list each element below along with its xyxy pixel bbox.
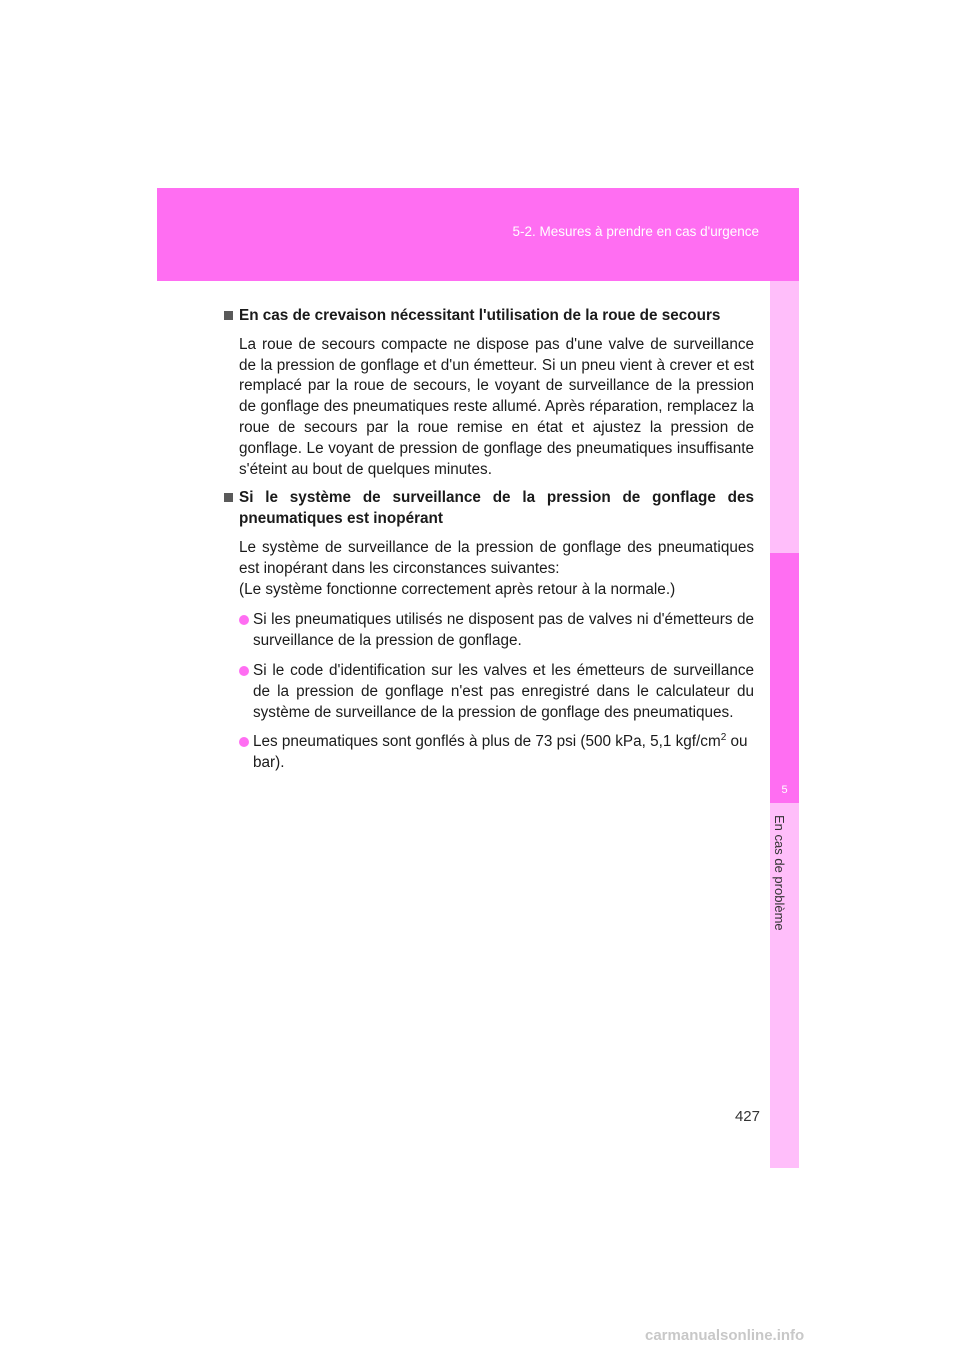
square-bullet-icon: [224, 311, 233, 320]
list-item-text: Si les pneumatiques utilisés ne disposent pas de valves ni d'émetteurs de surveillance de la pression de gonflage.: [253, 611, 754, 650]
section-heading: [224, 306, 754, 327]
list-item: [224, 661, 754, 723]
page-content: [224, 306, 754, 783]
list-item: [224, 732, 754, 774]
section-heading: [224, 488, 754, 530]
section-heading-text: Si le système de surveillance de la pression de gonflage des pneumatiques est inopérant: [239, 489, 754, 528]
circle-bullet-icon: [239, 737, 249, 747]
chapter-label: En cas de problème: [772, 815, 787, 931]
section-spare-tire: [224, 306, 754, 480]
watermark: carmanualsonline.info: [645, 1327, 805, 1344]
section-title: 5-2. Mesures à prendre en cas d'urgence: [512, 224, 759, 239]
list-item: [224, 610, 754, 652]
superscript: 2: [720, 732, 727, 744]
square-bullet-icon: [224, 493, 233, 502]
circle-bullet-icon: [239, 666, 249, 676]
list-item-text-end: ou bar).: [253, 733, 748, 772]
section-heading-text: En cas de crevaison nécessitant l'utilisation de la roue de secours: [239, 307, 721, 324]
chapter-number: 5: [781, 784, 788, 796]
list-item-text: Les pneumatiques sont gonflés à plus de 73 psi (500 kPa, 5,1 kgf/cm: [253, 733, 721, 751]
section-body: La roue de secours compacte ne dispose pas d'une valve de surveillance de la pression de gonflage et d'un émetteur. Si un pneu vient à crever et est remplacé par la roue de secours, le voyant de surveillance de la pression de gonflage des pneumatiques reste allumé. Après réparation, remplacez la roue de secours par la roue remise en état et ajustez la pression de gonflage. Le voyant de pression de gonflage des pneumatiques insuffisante s'éteint au bout de quelques minutes.: [239, 335, 754, 478]
section-note: (Le système fonctionne correctement après retour à la normale.): [239, 580, 676, 598]
chapter-tab[interactable]: [770, 553, 799, 803]
condition-list: [224, 610, 754, 774]
page-number: 427: [734, 1108, 760, 1125]
section-intro-text: Le système de surveillance de la pression de gonflage des pneumatiques est inopérant dans les circonstances suivantes:: [239, 538, 754, 577]
section-system-inoperative: [224, 488, 754, 774]
section-header: [157, 188, 799, 281]
section-intro: [224, 538, 754, 600]
circle-bullet-icon: [239, 615, 249, 625]
list-item-text: Si le code d'identification sur les valves et les émetteurs de surveillance de la pression de gonflage n'est pas enregistré dans le calculateur du système de surveillance de la pression de gonflage des pneumatiques.: [253, 661, 754, 721]
